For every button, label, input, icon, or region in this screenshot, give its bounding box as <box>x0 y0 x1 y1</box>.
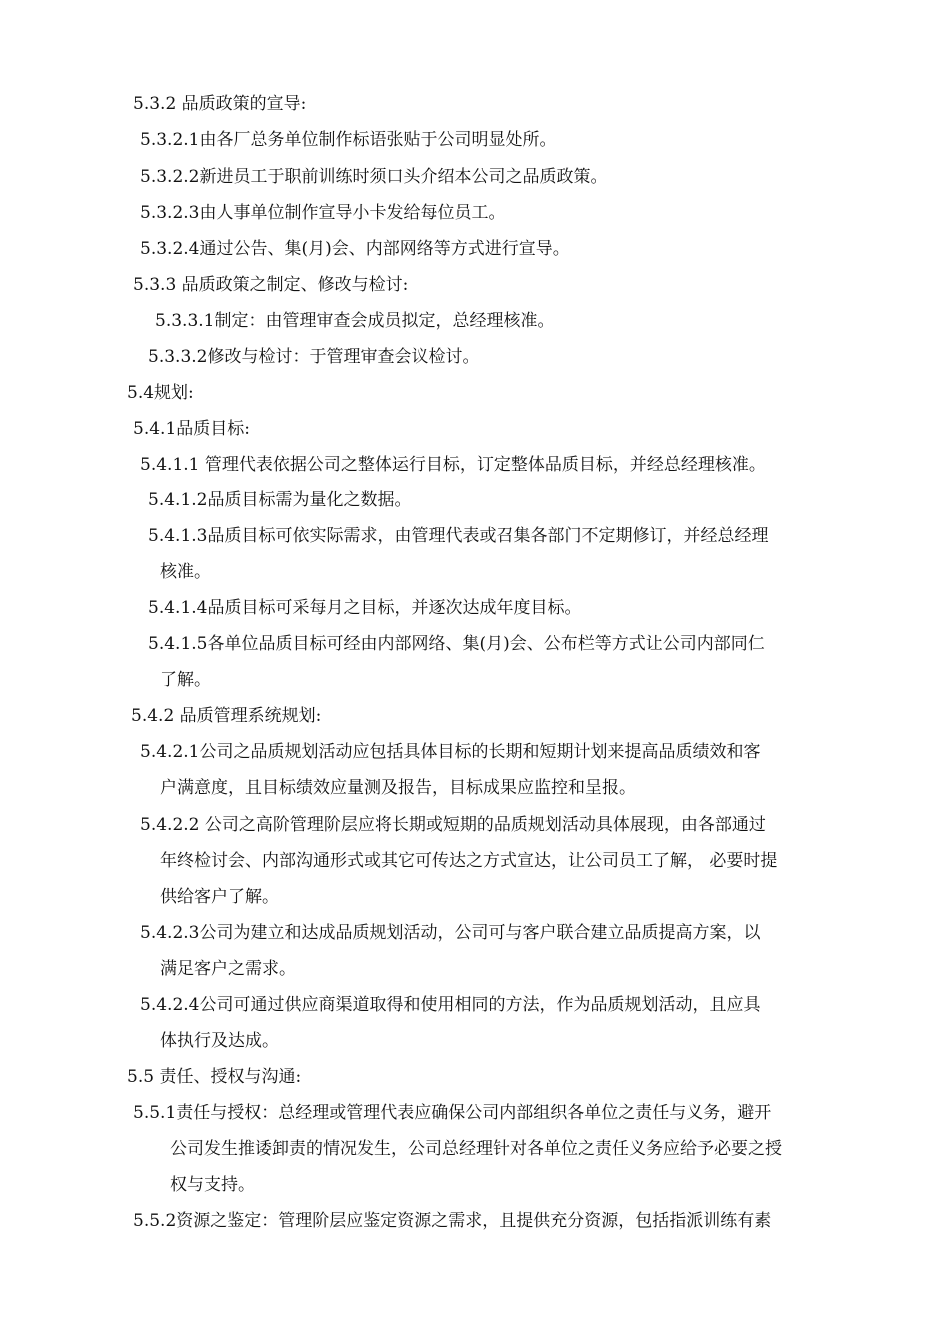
clause-5-3-3-2: 5.3.3.2修改与检讨：于管理审查会议检讨。 <box>148 347 480 367</box>
clause-5-4-1-2: 5.4.1.2品质目标需为量化之数据。 <box>148 490 412 510</box>
clause-5-4-1-3-line1: 5.4.1.3品质目标可依实际需求，由管理代表或召集各部门不定期修订，并经总经理 <box>148 526 769 546</box>
clause-5-5-1-line1: 5.5.1责任与授权：总经理或管理代表应确保公司内部组织各单位之责任与义务，避开 <box>133 1103 772 1123</box>
clause-5-5-1-line3: 权与支持。 <box>170 1175 255 1195</box>
clause-5-4-2-3-line2: 满足客户之需求。 <box>160 959 296 979</box>
clause-5-4-1-1: 5.4.1.1 管理代表依据公司之整体运行目标，订定整体品质目标，并经总经理核准。 <box>140 455 766 475</box>
clause-5-4-2-2-line3: 供给客户了解。 <box>160 887 279 907</box>
clause-5-4-2-4-line2: 体执行及达成。 <box>160 1031 279 1051</box>
clause-5-4-1-3-line2: 核准。 <box>160 562 211 582</box>
heading-5-3-2: 5.3.2 品质政策的宣导: <box>133 94 307 114</box>
clause-5-3-3-1: 5.3.3.1制定：由管理审查会成员拟定，总经理核准。 <box>155 311 555 331</box>
heading-5-4: 5.4规划: <box>127 383 194 403</box>
clause-5-3-2-4: 5.3.2.4通过公告、集(月)会、内部网络等方式进行宣导。 <box>140 239 570 259</box>
clause-5-4-2-4-line1: 5.4.2.4公司可通过供应商渠道取得和使用相同的方法，作为品质规划活动，且应具 <box>140 995 761 1015</box>
clause-5-5-1-line2: 公司发生推诿卸责的情况发生，公司总经理针对各单位之责任义务应给予必要之授 <box>170 1139 782 1159</box>
clause-5-4-1-5-line2: 了解。 <box>160 670 211 690</box>
clause-5-4-2-3-line1: 5.4.2.3公司为建立和达成品质规划活动，公司可与客户联合建立品质提高方案，以 <box>140 923 761 943</box>
clause-5-3-2-2: 5.3.2.2新进员工于职前训练时须口头介绍本公司之品质政策。 <box>140 167 608 187</box>
clause-5-4-2-2-line2: 年终检讨会、内部沟通形式或其它可传达之方式宣达，让公司员工了解， 必要时提 <box>160 851 778 871</box>
clause-5-4-1-4: 5.4.1.4品质目标可采每月之目标，并逐次达成年度目标。 <box>148 598 582 618</box>
heading-5-4-2: 5.4.2 品质管理系统规划: <box>131 706 322 726</box>
clause-5-4-2-2-line1: 5.4.2.2 公司之高阶管理阶层应将长期或短期的品质规划活动具体展现，由各部通过 <box>140 815 766 835</box>
clause-5-3-2-1: 5.3.2.1由各厂总务单位制作标语张贴于公司明显处所。 <box>140 130 557 150</box>
clause-5-4-1-5-line1: 5.4.1.5各单位品质目标可经由内部网络、集(月)会、公布栏等方式让公司内部同仁 <box>148 634 765 654</box>
clause-5-4-2-1-line1: 5.4.2.1公司之品质规划活动应包括具体目标的长期和短期计划来提高品质绩效和客 <box>140 742 761 762</box>
clause-5-5-2-line1: 5.5.2资源之鉴定：管理阶层应鉴定资源之需求，且提供充分资源，包括指派训练有素 <box>133 1211 772 1231</box>
clause-5-4-2-1-line2: 户满意度，且目标绩效应量测及报告，目标成果应监控和呈报。 <box>160 778 636 798</box>
clause-5-3-2-3: 5.3.2.3由人事单位制作宣导小卡发给每位员工。 <box>140 203 506 223</box>
heading-5-5: 5.5 责任、授权与沟通: <box>127 1067 302 1087</box>
heading-5-3-3: 5.3.3 品质政策之制定、修改与检讨: <box>133 275 409 295</box>
heading-5-4-1: 5.4.1品质目标: <box>133 419 250 439</box>
